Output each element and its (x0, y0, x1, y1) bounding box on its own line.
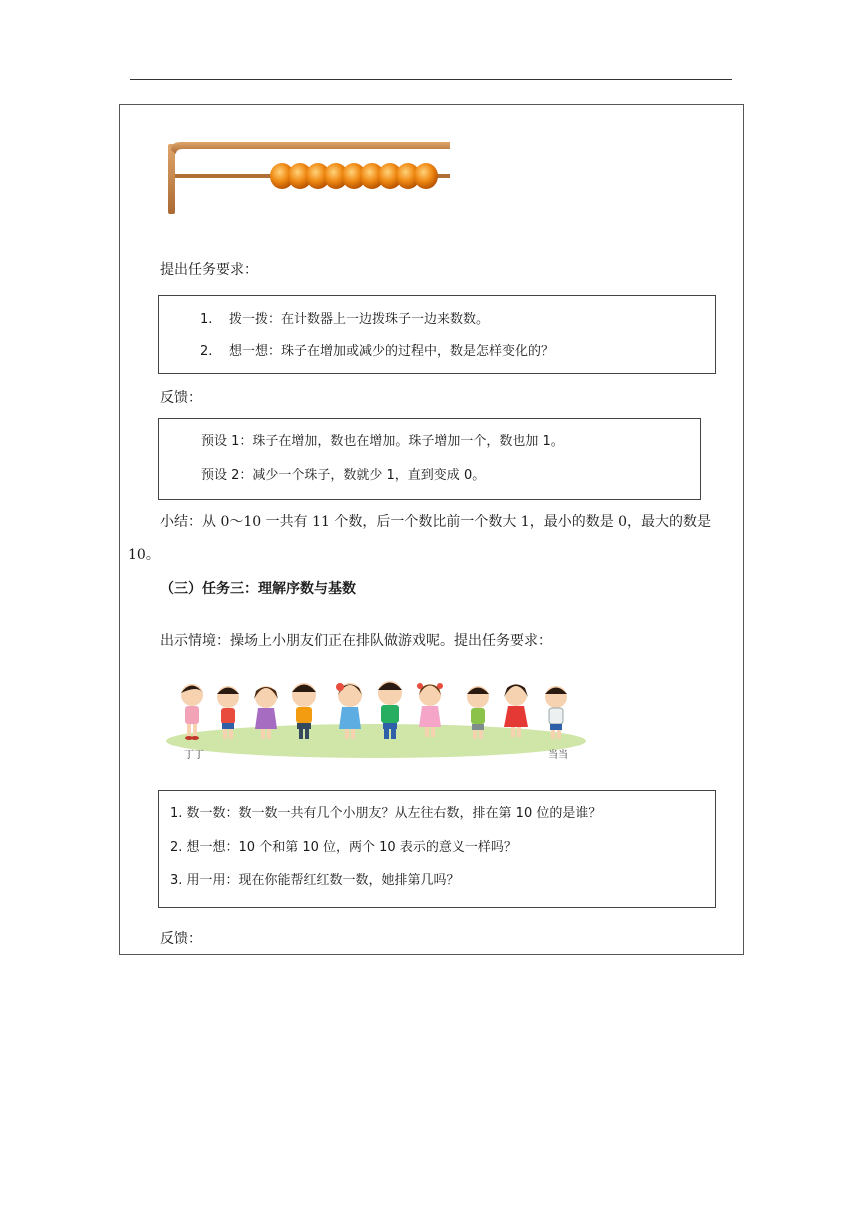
summary-line-1: 小结：从 0～10 一共有 11 个数，后一个数比前一个数大 1，最小的数是 0，最大的数是 (160, 514, 712, 530)
child-figure (181, 684, 203, 740)
child-figure (545, 686, 567, 739)
feedback-label-3: 反馈： (160, 931, 202, 947)
bead-counter-illustration (163, 138, 455, 218)
task-num: 2. (200, 344, 213, 359)
task-item-2 (200, 343, 554, 361)
task3-item-1: 1. 数一数：数一数一共有几个小朋友？从左往右数，排在第 10 位的是谁？ (170, 806, 602, 821)
preset-1: 预设 1：珠子在增加，数也在增加。珠子增加一个，数也加 1。 (201, 434, 564, 449)
children-lineup-illustration (164, 675, 588, 763)
scene-text: 出示情境：操场上小朋友们正在排队做游戏呢。提出任务要求： (160, 633, 552, 649)
task-box-3 (158, 790, 716, 908)
section-heading: （三）任务三：理解序数与基数 (160, 581, 356, 597)
feedback-label-1: 反馈： (160, 390, 202, 406)
child-name-left: 丁丁 (184, 750, 204, 761)
task-box-1 (158, 295, 716, 374)
task-item-1 (200, 311, 489, 329)
task-prompt-1: 提出任务要求： (160, 262, 258, 278)
summary-line-2: 10。 (128, 547, 160, 563)
task-text: 拨一拨：在计数器上一边拨珠子一边来数数。 (228, 312, 489, 327)
preset-2: 预设 2：减少一个珠子，数就少 1，直到变成 0。 (201, 468, 486, 483)
task3-item-3: 3. 用一用：现在你能帮红红数一数，她排第几吗？ (170, 873, 460, 888)
task-text: 想一想：珠子在增加或减少的过程中，数是怎样变化的？ (228, 344, 554, 359)
bead (414, 163, 438, 189)
child-name-right: 当当 (548, 750, 568, 761)
task-num: 1. (200, 312, 213, 327)
beads (270, 163, 438, 189)
header-rule (130, 79, 732, 80)
task3-item-2: 2. 想一想：10 个和第 10 位，两个 10 表示的意义一样吗？ (170, 840, 517, 855)
preset-box (158, 418, 701, 500)
